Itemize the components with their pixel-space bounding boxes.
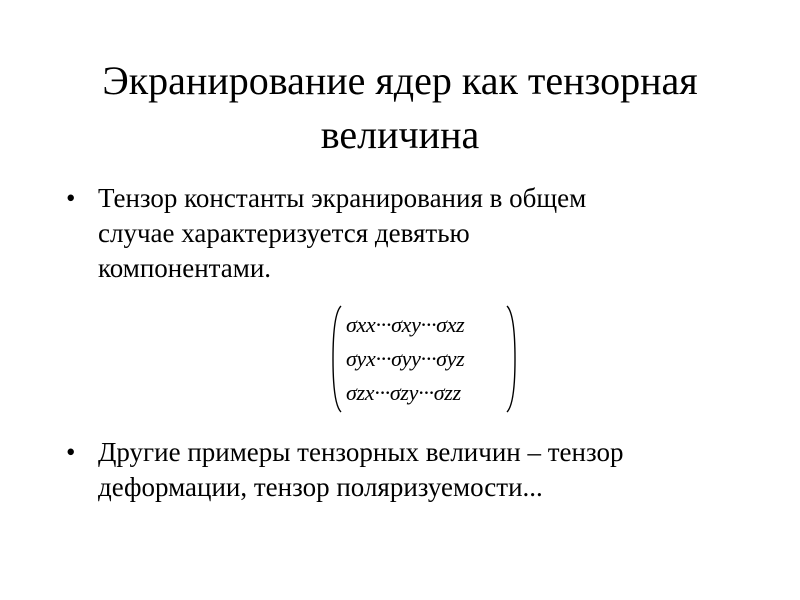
bullet-line: Другие примеры тензорных величин – тензор	[98, 437, 624, 467]
bullet-item	[66, 181, 746, 291]
matrix-row: σzx···σzy···σzz	[346, 380, 461, 405]
bullet-icon: •	[66, 183, 76, 213]
right-parenthesis	[506, 304, 516, 414]
bullet-item	[66, 435, 746, 510]
matrix-row: σxx···σxy···σxz	[346, 312, 465, 337]
slide-title: Экранирование ядер как тензорная величина	[102, 58, 698, 157]
matrix-row: σyx···σyy···σyz	[346, 346, 465, 371]
bullet-line: случае характеризуется девятью	[98, 218, 470, 248]
bullet-icon: •	[66, 437, 76, 467]
left-parenthesis	[332, 304, 342, 414]
bullet-text	[98, 181, 738, 286]
bullet-line: Тензор константы экранирования в общем	[98, 183, 587, 213]
shielding-tensor-matrix	[332, 304, 516, 414]
matrix-rows	[346, 308, 502, 410]
bullet-line: деформации, тензор поляризуемости...	[98, 472, 543, 502]
bullet-text	[98, 435, 738, 505]
bullet-line: компонентами.	[98, 253, 272, 283]
